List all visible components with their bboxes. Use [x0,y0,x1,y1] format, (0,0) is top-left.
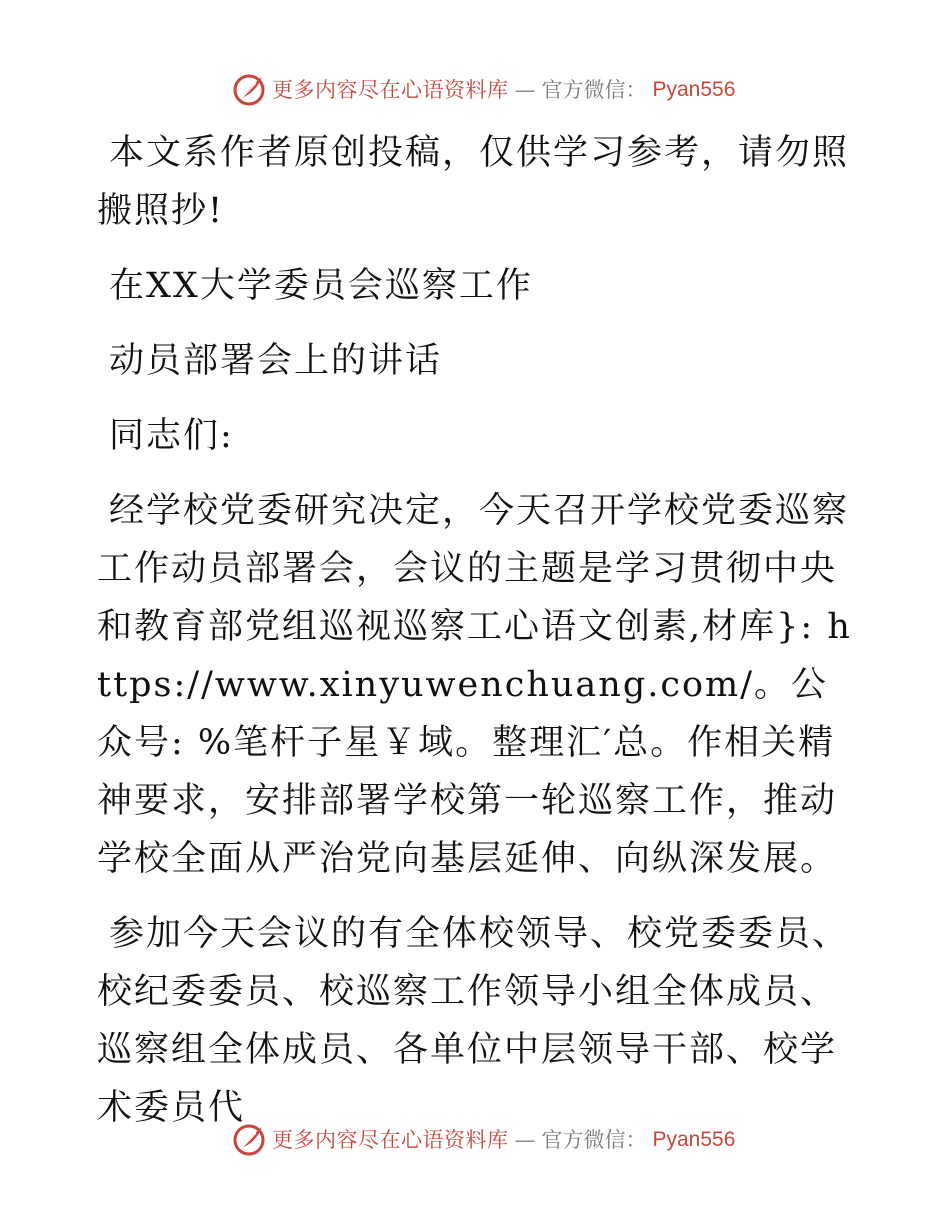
banner-wechat-id: Pyan556 [652,78,736,101]
speech-title-line-1: 在XX大学委员会巡察工作 [109,266,533,306]
speech-title-line-2: 动员部署会上的讲话 [109,341,443,381]
banner-wechat-label: 官方微信： [541,1128,647,1152]
document-body [97,124,857,1154]
header-watermark-banner [232,72,736,108]
body-paragraph: 经学校党委研究决定，今天召开学校党委巡察工作动员部署会，会议的主题是学习贯彻中央和教育部党组巡视巡察工心语文创素,材库}: https://www.xinyuwenchuang.com/。公众号: %笔杆子星￥域。整理汇′总。作相关精神要求，安排部署学校第一轮巡察工作，推动学校全面从严治党向基层延伸、向纵深发展。 [97,491,852,879]
banner-brand-text: 更多内容尽在心语资料库 [272,78,509,102]
banner-brand-text: 更多内容尽在心语资料库 [272,1128,509,1152]
feather-pen-circle-icon [232,1123,266,1157]
salutation: 同志们: [109,416,234,456]
body-paragraph: 参加今天会议的有全体校领导、校党委委员、校纪委委员、校巡察工作领导小组全体成员、巡察组全体成员、各单位中层领导干部、校学术委员代 [97,914,850,1128]
footer-watermark-banner [232,1122,736,1158]
feather-pen-circle-icon [232,73,266,107]
copyright-notice: 本文系作者原创投稿，仅供学习参考，请勿照搬照抄! [97,133,850,231]
banner-wechat-id: Pyan556 [652,1128,736,1151]
banner-separator: — [514,78,536,102]
banner-separator: — [514,1128,536,1152]
banner-wechat-label: 官方微信： [541,78,647,102]
